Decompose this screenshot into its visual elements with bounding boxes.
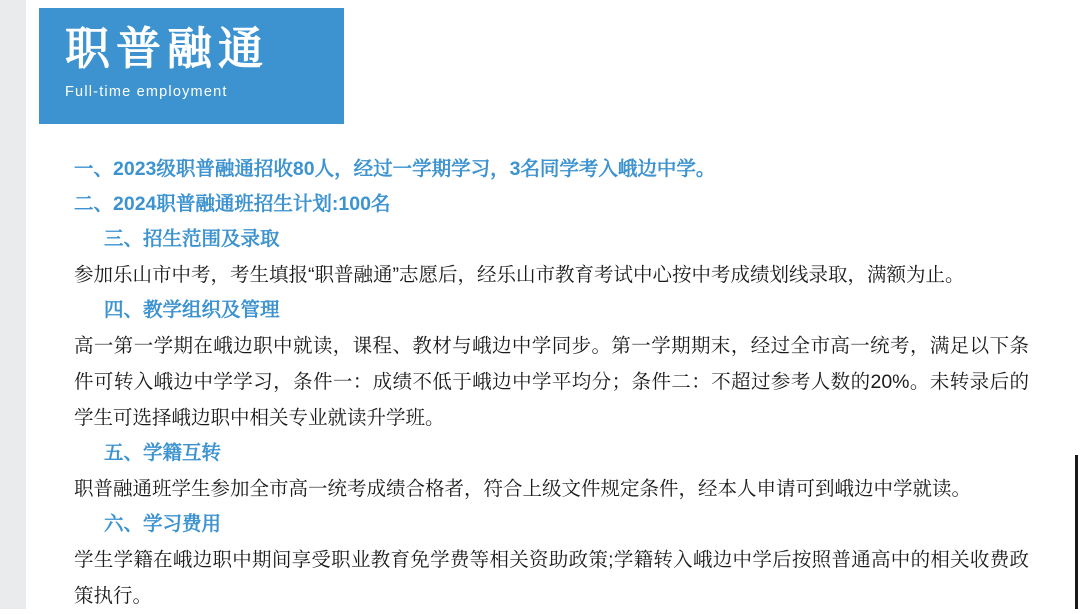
section-heading-2: 二、2024职普融通班招生计划:100名 bbox=[74, 193, 391, 215]
section-heading-1: 一、2023级职普融通招收80人，经过一学期学习，3名同学考入峨边中学。 bbox=[74, 158, 716, 180]
banner-title: 职普融通 bbox=[65, 23, 270, 74]
document-content bbox=[74, 152, 1029, 614]
section-heading-3: 三、招生范围及录取 bbox=[104, 228, 280, 250]
section-heading-5: 五、学籍互转 bbox=[104, 442, 222, 464]
section-heading-6: 六、学习费用 bbox=[104, 513, 222, 535]
banner-subtitle: Full-time employment bbox=[65, 84, 228, 100]
section-body-6: 学生学籍在峨边职中期间享受职业教育免学费等相关资助政策;学籍转入峨边中学后按照普通高中的相关收费政策执行。 bbox=[74, 549, 1029, 607]
section-body-5: 职普融通班学生参加全市高一统考成绩合格者，符合上级文件规定条件，经本人申请可到峨边中学就读。 bbox=[74, 478, 972, 500]
section-body-3: 参加乐山市中考，考生填报“职普融通”志愿后，经乐山市教育考试中心按中考成绩划线录取，满额为止。 bbox=[74, 264, 965, 286]
section-heading-4: 四、教学组织及管理 bbox=[104, 299, 280, 321]
header-banner bbox=[39, 8, 344, 124]
section-body-4: 高一第一学期在峨边职中就读，课程、教材与峨边中学同步。第一学期期末，经过全市高一统考，满足以下条件可转入峨边中学学习，条件一：成绩不低于峨边中学平均分；条件二：不超过参考人数的20%。未转录后的学生可选择峨边职中相关专业就读升学班。 bbox=[74, 335, 1029, 429]
left-margin-strip bbox=[0, 0, 26, 609]
right-vertical-rule bbox=[1075, 455, 1078, 609]
